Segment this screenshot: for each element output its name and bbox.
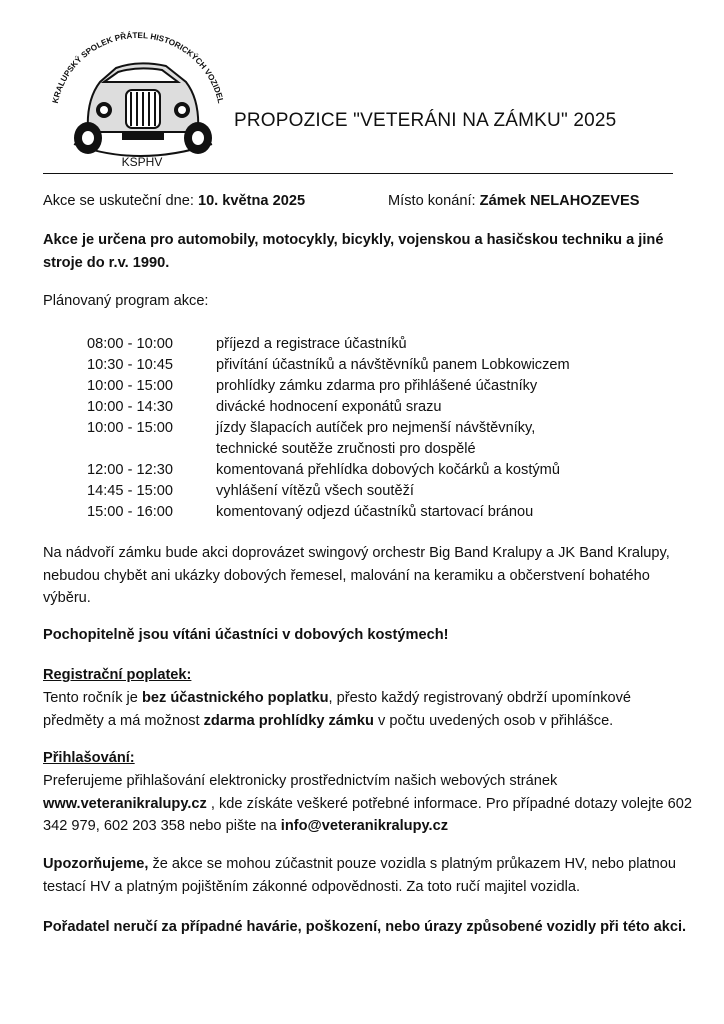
page-title: PROPOZICE "VETERÁNI NA ZÁMKU" 2025 xyxy=(234,110,617,131)
place-label: Místo konání: xyxy=(388,193,476,209)
signup-text-2: , kde získáte veškeré potřebné informace. Pro případné dotazy volejte 602 342 979, 602 203 358 nebo pište na xyxy=(43,795,692,834)
program-desc: divácké hodnocení exponátů srazu xyxy=(216,399,442,415)
courtyard-text: Na nádvoří zámku bude akci doprovázet swingový orchestr Big Band Kralupy a JK Band Kralupy, nebudou chybět ani ukázky dobových řemesel, malování na keramiku a občerstvení bohatého výběru. xyxy=(43,545,670,606)
costumes-text: Pochopitelně jsou vítáni účastníci v dobových kostýmech! xyxy=(43,627,449,643)
fee-bold-1: bez účastnického poplatku xyxy=(141,690,329,706)
program-row xyxy=(0,460,640,481)
program-desc: komentovaná přehlídka dobových kočárků a kostýmů xyxy=(216,462,560,478)
program-row xyxy=(0,418,640,439)
program-row xyxy=(0,481,640,502)
program-time: 10:00 - 14:30 xyxy=(87,399,174,415)
fee-text-2: , přesto každý registrovaný obdrží upomínkové předměty a má možnost xyxy=(43,690,632,729)
event-date xyxy=(43,193,305,209)
date-label: Akce se uskuteční dne: xyxy=(43,193,194,209)
club-logo xyxy=(38,20,238,170)
notice-body: že akce se mohou zúčastnit pouze vozidla s platným průkazem HV, nebo platnou testací HV a platným pojištěním zákonné odpovědnosti. Za toto ručí majitel vozidla. xyxy=(43,856,676,895)
program-row xyxy=(0,355,640,376)
program-desc: prohlídky zámku zdarma pro přihlášené účastníky xyxy=(216,378,538,394)
program-time: 15:00 - 16:00 xyxy=(87,504,174,520)
logo-short-text: KSPHV xyxy=(121,155,163,169)
vintage-car-logo-icon xyxy=(38,20,238,170)
program-desc: komentovaný odjezd účastníků startovací bránou xyxy=(216,504,534,520)
program-time: 12:00 - 12:30 xyxy=(87,462,174,478)
logo-arc-text: KRALUPSKÝ SPOLEK PŘÁTEL HISTORICKÝCH VOZIDEL xyxy=(50,30,226,105)
program-time: 14:45 - 15:00 xyxy=(87,483,174,499)
program-desc: technické soutěže zručnosti pro dospělé xyxy=(216,441,476,457)
program-row xyxy=(0,502,640,523)
fee-text-3: v počtu uvedených osob v přihlášce. xyxy=(373,712,614,729)
signup-text-1: Preferujeme přihlašování elektronicky prostřednictvím našich webových stránek xyxy=(43,773,558,789)
fee-bold-2: zdarma prohlídky zámku xyxy=(203,712,374,729)
program-desc: příjezd a registrace účastníků xyxy=(216,336,407,352)
title-divider xyxy=(43,173,673,174)
program-row xyxy=(0,376,640,397)
disclaimer-text: Pořadatel neručí za případné havárie, poškození, nebo úrazy způsobené vozidly při této akci. xyxy=(43,919,687,935)
fee-text xyxy=(43,687,693,732)
program-row xyxy=(0,439,640,460)
notice-bold: Upozorňujeme, xyxy=(43,856,149,872)
website-link[interactable]: www.veteranikralupy.cz xyxy=(43,795,207,812)
intro-text: Akce je určena pro automobily, motocykly, bicykly, vojenskou a hasičskou techniku a jiné stroje do r.v. 1990. xyxy=(43,232,664,271)
fee-heading: Registrační poplatek: xyxy=(43,667,192,683)
program-desc: jízdy šlapacích autíček pro nejmenší návštěvníky, xyxy=(216,420,536,436)
program-desc: vyhlášení vítězů všech soutěží xyxy=(216,483,414,499)
date-value: 10. května 2025 xyxy=(197,193,306,209)
program-heading: Plánovaný program akce: xyxy=(43,293,209,309)
program-row xyxy=(0,334,640,355)
email-link[interactable]: info@veteranikralupy.cz xyxy=(280,818,449,834)
event-place xyxy=(388,193,639,209)
place-value: Zámek NELAHOZEVES xyxy=(479,193,640,209)
program-time: 08:00 - 10:00 xyxy=(87,336,174,352)
signup-heading: Přihlašování: xyxy=(43,750,135,766)
fee-text-1: Tento ročník je xyxy=(43,690,142,706)
notice-text xyxy=(43,853,693,898)
program-time: 10:00 - 15:00 xyxy=(87,378,174,394)
program-row xyxy=(0,397,640,418)
program-list xyxy=(0,334,700,524)
program-desc: přivítání účastníků a návštěvníků panem Lobkowiczem xyxy=(216,357,570,373)
program-time: 10:00 - 15:00 xyxy=(87,420,174,436)
program-time: 10:30 - 10:45 xyxy=(87,357,174,373)
signup-text xyxy=(43,770,693,838)
